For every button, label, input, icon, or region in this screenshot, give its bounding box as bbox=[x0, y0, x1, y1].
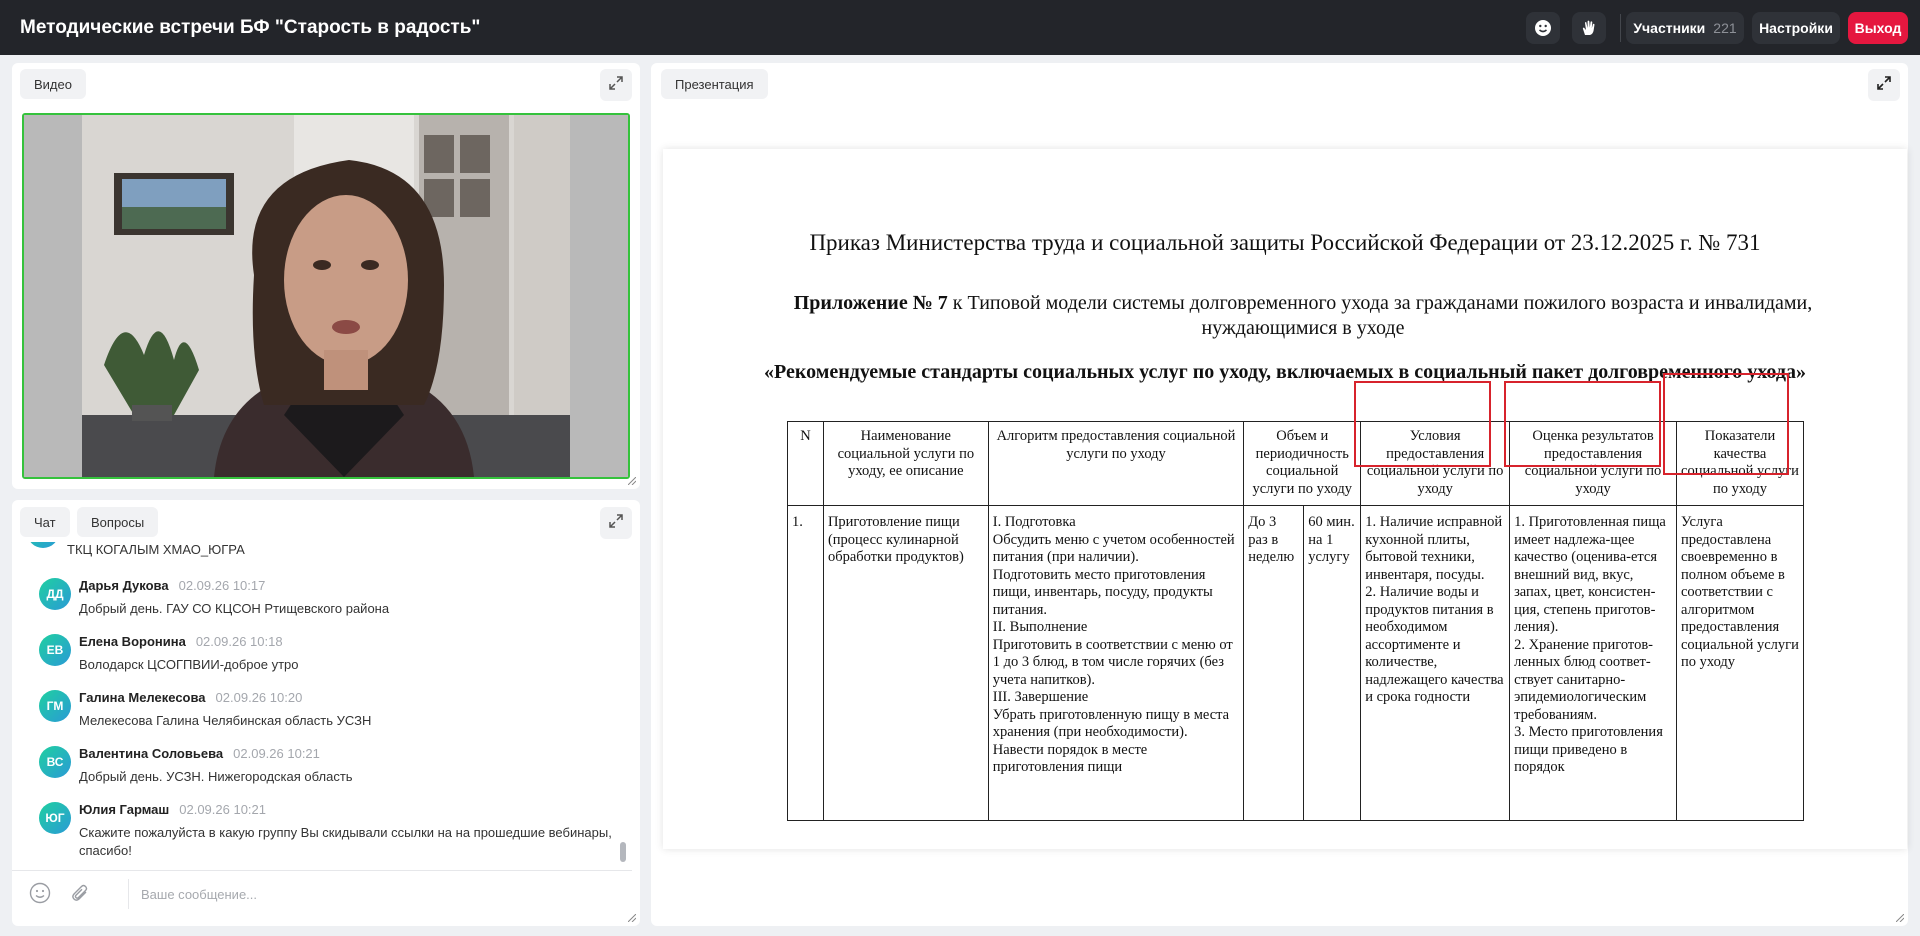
table-cell: 1. bbox=[788, 506, 824, 821]
presentation-slide bbox=[663, 149, 1907, 849]
column-header: Наименование социальной услуги по уходу, ее описание bbox=[823, 422, 988, 506]
presentation-panel bbox=[651, 63, 1908, 926]
paperclip-icon bbox=[69, 882, 91, 909]
settings-button[interactable]: Настройки bbox=[1752, 12, 1840, 44]
chat-panel bbox=[12, 500, 640, 926]
video-panel bbox=[12, 63, 640, 489]
tab-questions[interactable]: Вопросы bbox=[77, 507, 158, 537]
message-input[interactable] bbox=[128, 879, 608, 909]
message-text: Добрый день. УСЗН. Нижегородская область bbox=[79, 769, 353, 784]
avatar: ЕВ bbox=[39, 634, 71, 666]
presentation-tab[interactable]: Презентация bbox=[661, 69, 768, 99]
message-time: 02.09.26 10:20 bbox=[215, 690, 303, 705]
toolbar-divider bbox=[1620, 14, 1621, 42]
chat-message-list[interactable] bbox=[12, 542, 632, 862]
column-header: Условия предоставления социальной услуги по уходу bbox=[1361, 422, 1510, 506]
video-expand-button[interactable] bbox=[600, 69, 632, 101]
column-header: Оценка результатов предоставления социальной услуги по уходу bbox=[1510, 422, 1677, 506]
speaker-video[interactable] bbox=[22, 113, 630, 479]
message-author: Дарья Дукова 02.09.26 10:17 bbox=[79, 578, 266, 593]
table-cell: I. Подготовка Обсудить меню с учетом особенностей питания (при наличии). Подготовить место приготовления пищи, инвентарь, посуду, продукты питания. II. Выполнение Приготовить в соответствии с меню от 1 до 3 блюд, в том числе горячих (без учета напитков). III. Завершение Убрать приготовленную пищу в места хранения (при необходимости). Навести порядок в месте приготовления пищи bbox=[988, 506, 1244, 821]
table-cell: 1. Приготовленная пища имеет надлежа-щее качество (оценива-ется внешний вид, вкус, запах, цвет, консистен-ция, степень приготов-ления). 2. Хранение приготов-ленных блюд соответ-ствует санитарно-эпидемиологическим требованиям. 3. Место приготовления пищи приведено в порядок bbox=[1510, 506, 1677, 821]
slide-appendix: Приложение № 7 к Типовой модели системы долговременного ухода за гражданами пожилого возраста и инвалидами, нуждающимися в уходе bbox=[793, 292, 1813, 339]
table-row bbox=[788, 506, 1804, 821]
message-text: Скажите пожалуйста в какую группу Вы скидывали ссылки на на прошедшие вебинары, спасибо! bbox=[79, 825, 612, 858]
message-time: 02.09.26 10:21 bbox=[179, 802, 266, 817]
smile-icon bbox=[1534, 19, 1552, 37]
table-cell: Услуга предоставлена своевременно в полном объеме в соответствии с алгоритмом предоставления социальной услуги по уходу bbox=[1676, 506, 1803, 821]
participants-label: Участники bbox=[1633, 20, 1706, 36]
raise-hand-icon bbox=[1580, 19, 1598, 37]
message-author: Валентина Соловьева 02.09.26 10:21 bbox=[79, 746, 320, 761]
resize-grip-icon[interactable] bbox=[628, 477, 636, 485]
highlight-box bbox=[1504, 381, 1661, 467]
event-title: Методические встречи БФ "Старость в радость" bbox=[20, 17, 481, 38]
top-bar bbox=[0, 0, 1920, 55]
emoji-button[interactable] bbox=[28, 883, 52, 907]
table-cell: До 3 раз в неделю bbox=[1244, 506, 1304, 821]
avatar: ВС bbox=[39, 746, 71, 778]
highlight-box bbox=[1663, 373, 1789, 475]
column-header: Объем и периодичность социальной услуги по уходу bbox=[1244, 422, 1361, 506]
chat-expand-button[interactable] bbox=[600, 507, 632, 539]
column-header: Показатели качества социальной услуги по уходу bbox=[1676, 422, 1803, 506]
table-cell: 1. Наличие исправной кухонной плиты, бытовой техники, инвентаря, посуды. 2. Наличие воды и продуктов питания в необходимом ассортименте и количестве, надлежащего качества и срока годности bbox=[1361, 506, 1510, 821]
avatar: ДД bbox=[39, 578, 71, 610]
avatar bbox=[27, 542, 59, 548]
column-header: N bbox=[788, 422, 824, 506]
column-header: Алгоритм предоставления социальной услуги по уходу bbox=[988, 422, 1244, 506]
speaker-video-image bbox=[24, 115, 628, 477]
participants-button[interactable] bbox=[1626, 12, 1744, 44]
tab-chat[interactable]: Чат bbox=[20, 507, 70, 537]
resize-grip-icon[interactable] bbox=[1896, 914, 1904, 922]
message-author: Юлия Гармаш 02.09.26 10:21 bbox=[79, 802, 266, 817]
chat-scrollbar[interactable] bbox=[620, 842, 626, 862]
reaction-button[interactable] bbox=[1526, 12, 1560, 44]
table-cell: Приготовление пищи (процесс кулинарной обработки продуктов) bbox=[823, 506, 988, 821]
message-author: Галина Мелекесова 02.09.26 10:20 bbox=[79, 690, 303, 705]
attach-button[interactable] bbox=[68, 883, 92, 907]
emoji-icon bbox=[29, 882, 51, 909]
participants-count: 221 bbox=[1713, 20, 1737, 36]
expand-icon bbox=[1877, 76, 1891, 95]
message-text: ТКЦ КОГАЛЫМ ХМАО_ЮГРА bbox=[67, 542, 245, 557]
expand-icon bbox=[609, 514, 623, 533]
message-author: Елена Воронина 02.09.26 10:18 bbox=[79, 634, 283, 649]
message-time: 02.09.26 10:17 bbox=[178, 578, 266, 593]
raise-hand-button[interactable] bbox=[1572, 12, 1606, 44]
message-time: 02.09.26 10:21 bbox=[233, 746, 320, 761]
exit-button[interactable]: Выход bbox=[1848, 12, 1908, 44]
standards-table bbox=[787, 421, 1804, 821]
message-text: Добрый день. ГАУ СО КЦСОН Ртищевского района bbox=[79, 601, 390, 616]
slide-standards-heading: «Рекомендуемые стандарты социальных услуг по уходу, включаемых в социальный пакет долговременного ухода» bbox=[764, 361, 1806, 383]
expand-icon bbox=[609, 76, 623, 95]
avatar: ЮГ bbox=[39, 802, 71, 834]
resize-grip-icon[interactable] bbox=[628, 914, 636, 922]
message-text: Володарск ЦСОГПВИИ-доброе утро bbox=[79, 657, 299, 672]
message-text: Мелекесова Галина Челябинская область УСЗН bbox=[79, 713, 372, 728]
avatar: ГМ bbox=[39, 690, 71, 722]
table-cell: 60 мин. на 1 услугу bbox=[1304, 506, 1361, 821]
chat-composer bbox=[12, 870, 632, 916]
highlight-box bbox=[1354, 381, 1491, 467]
video-tab[interactable]: Видео bbox=[20, 69, 86, 99]
slide-title: Приказ Министерства труда и социальной защиты Российской Федерации от 23.12.2025 г. № 731 bbox=[809, 230, 1761, 255]
message-time: 02.09.26 10:18 bbox=[195, 634, 283, 649]
presentation-expand-button[interactable] bbox=[1868, 69, 1900, 101]
